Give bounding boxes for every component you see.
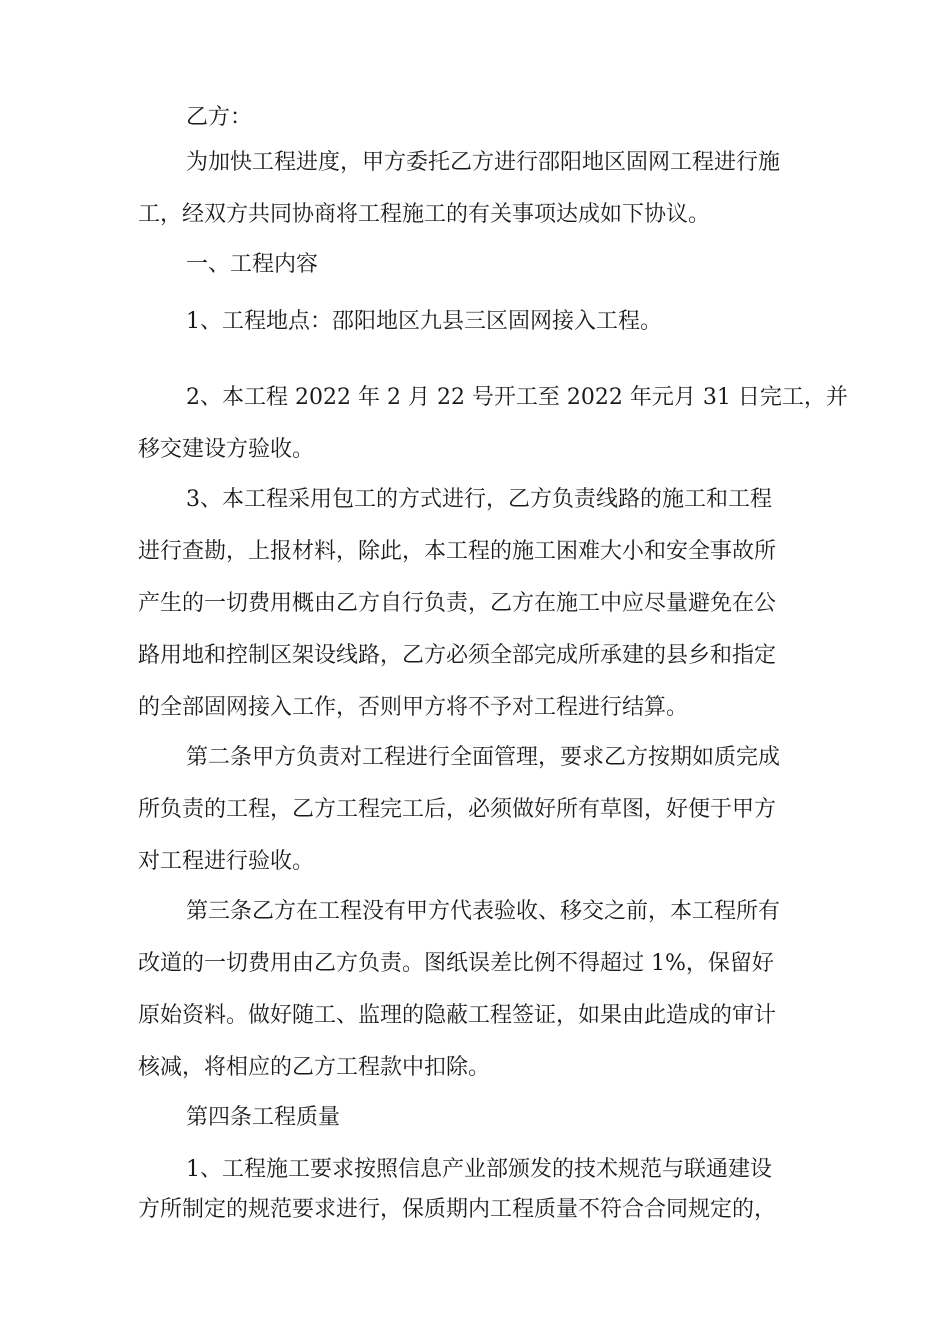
- text-line: 1、工程施工要求按照信息产业部颁发的技术规范与联通建设: [186, 1157, 772, 1182]
- item-2-paragraph: [138, 378, 848, 470]
- text-line: 第四条工程质量: [186, 1105, 341, 1130]
- intro-paragraph: [138, 143, 828, 235]
- text-line: 乙方：: [186, 105, 253, 130]
- article-4-heading: [138, 1098, 828, 1138]
- article-4-item-1-paragraph: [138, 1150, 828, 1230]
- text-line: 为加快工程进度，甲方委托乙方进行邵阳地区固网工程进行施: [186, 150, 781, 175]
- text-line: 产生的一切费用概由乙方自行负责，乙方在施工中应尽量避免在公: [138, 591, 777, 616]
- section-1-heading: [138, 245, 828, 285]
- text-line: 工，经双方共同协商将工程施工的有关事项达成如下协议。: [138, 202, 711, 227]
- text-line: 的全部固网接入工作，否则甲方将不予对工程进行结算。: [138, 695, 689, 720]
- text-line: 第三条乙方在工程没有甲方代表验收、移交之前，本工程所有: [186, 899, 781, 924]
- text-line: 方所制定的规范要求进行，保质期内工程质量不符合合同规定的，: [138, 1197, 777, 1222]
- text-line: 改道的一切费用由乙方负责。图纸误差比例不得超过 1%，保留好: [138, 951, 774, 976]
- party-b-label: [138, 98, 828, 138]
- text-line: 核减，将相应的乙方工程款中扣除。: [138, 1055, 491, 1080]
- text-line: 所负责的工程，乙方工程完工后，必须做好所有草图，好便于甲方: [138, 797, 777, 822]
- text-line: 3、本工程采用包工的方式进行，乙方负责线路的施工和工程: [186, 487, 772, 512]
- article-3-paragraph: [138, 892, 828, 1088]
- text-line: 对工程进行验收。: [138, 849, 315, 874]
- text-line: 一、工程内容: [186, 252, 319, 277]
- text-line: 原始资料。做好随工、监理的隐蔽工程签证，如果由此造成的审计: [138, 1003, 777, 1028]
- text-line: 2、本工程 2022 年 2 月 22 号开工至 2022 年元月 31 日完工，并: [186, 385, 848, 410]
- text-line: 路用地和控制区架设线路，乙方必须全部完成所承建的县乡和指定: [138, 643, 777, 668]
- text-line: 1、工程地点：邵阳地区九县三区固网接入工程。: [186, 309, 662, 334]
- text-line: 第二条甲方负责对工程进行全面管理，要求乙方按期如质完成: [186, 745, 781, 770]
- text-line: 移交建设方验收。: [138, 437, 315, 462]
- item-1-paragraph: [138, 302, 828, 342]
- text-line: 进行查勘，上报材料，除此，本工程的施工困难大小和安全事故所: [138, 539, 777, 564]
- article-2-paragraph: [138, 738, 828, 882]
- item-3-paragraph: [138, 480, 828, 728]
